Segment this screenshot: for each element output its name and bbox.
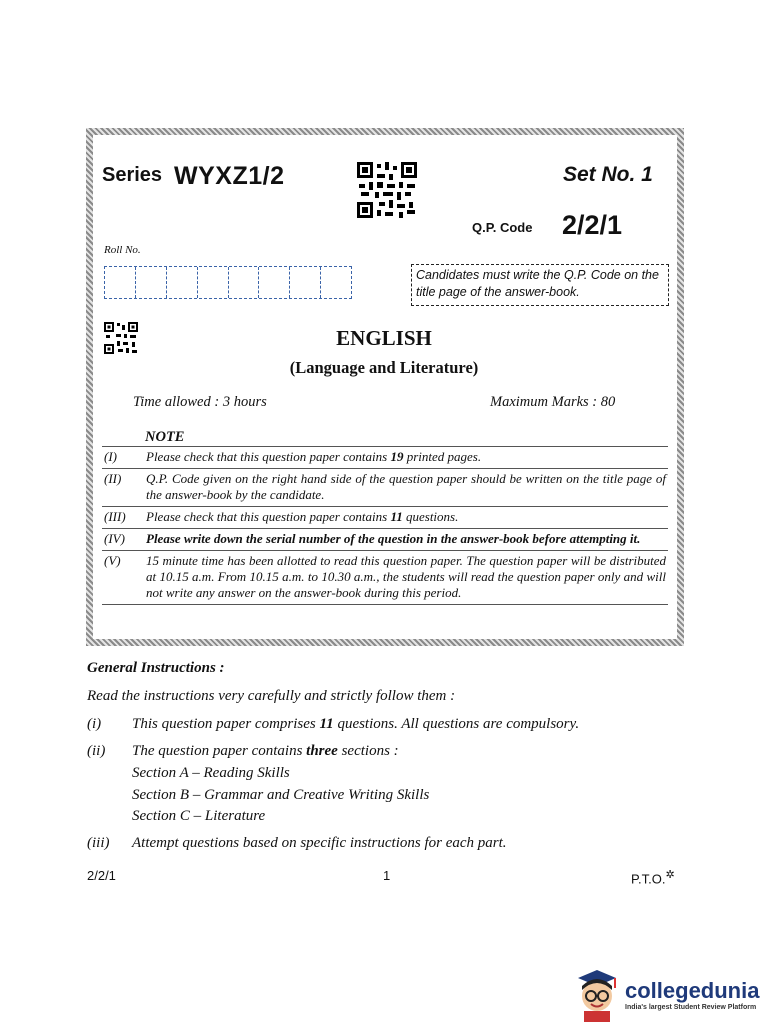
- qr-code-icon: [357, 162, 417, 218]
- subject-subtitle: (Language and Literature): [289, 358, 479, 377]
- pto-label: P.T.O.✲: [631, 869, 675, 887]
- series-value: WYXZ1/2: [174, 162, 285, 190]
- brand-name: collegedunia: [625, 978, 760, 1003]
- page-number: 1: [383, 868, 391, 883]
- instruction-text: This question paper comprises 11 questions. All questions are compulsory.: [132, 716, 580, 732]
- qp-code-value: 2/2/1: [562, 210, 623, 240]
- section-item: Section B – Grammar and Creative Writing Skills: [132, 787, 430, 803]
- roll-no-label: Roll No.: [104, 244, 141, 256]
- instruction-number: (i): [87, 716, 102, 732]
- instruction-text: The question paper contains three sections :: [132, 743, 399, 759]
- instruction-number: (iii): [87, 835, 110, 851]
- general-instructions-intro: Read the instructions very carefully and strictly follow them :: [87, 688, 456, 704]
- section-item: Section A – Reading Skills: [132, 765, 290, 781]
- mascot-logo-icon: [572, 966, 622, 1022]
- note-list: [102, 446, 668, 605]
- note-heading: NOTE: [145, 429, 185, 445]
- series-label: Series: [102, 164, 163, 186]
- note-item: (IV) Please write down the serial number of the question in the answer-book before attempting it.: [102, 528, 668, 550]
- note-item: (I) Please check that this question paper contains 19 printed pages.: [102, 446, 668, 468]
- note-item: (II) Q.P. Code given on the right hand side of the question paper should be written on the title page of the answer-book by the candidate.: [102, 468, 668, 506]
- note-item: (V) 15 minute time has been allotted to read this question paper. The question paper will be distributed at 10.15 a.m. From 10.15 a.m. to 10.30 a.m., the students will read the question paper only and will not write any answer on the answer-book during this period.: [102, 550, 668, 605]
- brand-tagline: India's largest Student Review Platform: [625, 1004, 757, 1011]
- set-number: Set No. 1: [563, 163, 653, 186]
- time-allowed: Time allowed : 3 hours: [133, 394, 267, 410]
- candidates-note: Candidates must write the Q.P. Code on the title page of the answer-book.: [411, 264, 669, 306]
- subject-title: ENGLISH: [336, 326, 432, 350]
- instruction-number: (ii): [87, 743, 106, 759]
- general-instructions-title: General Instructions :: [87, 660, 225, 676]
- section-item: Section C – Literature: [132, 808, 266, 824]
- note-item: (III) Please check that this question paper contains 11 questions.: [102, 506, 668, 528]
- instruction-text: Attempt questions based on specific instructions for each part.: [132, 835, 507, 851]
- roll-no-boxes: [104, 266, 352, 299]
- footer-code: 2/2/1: [87, 868, 116, 883]
- qp-code-label: Q.P. Code: [472, 220, 533, 235]
- maximum-marks: Maximum Marks : 80: [490, 394, 616, 410]
